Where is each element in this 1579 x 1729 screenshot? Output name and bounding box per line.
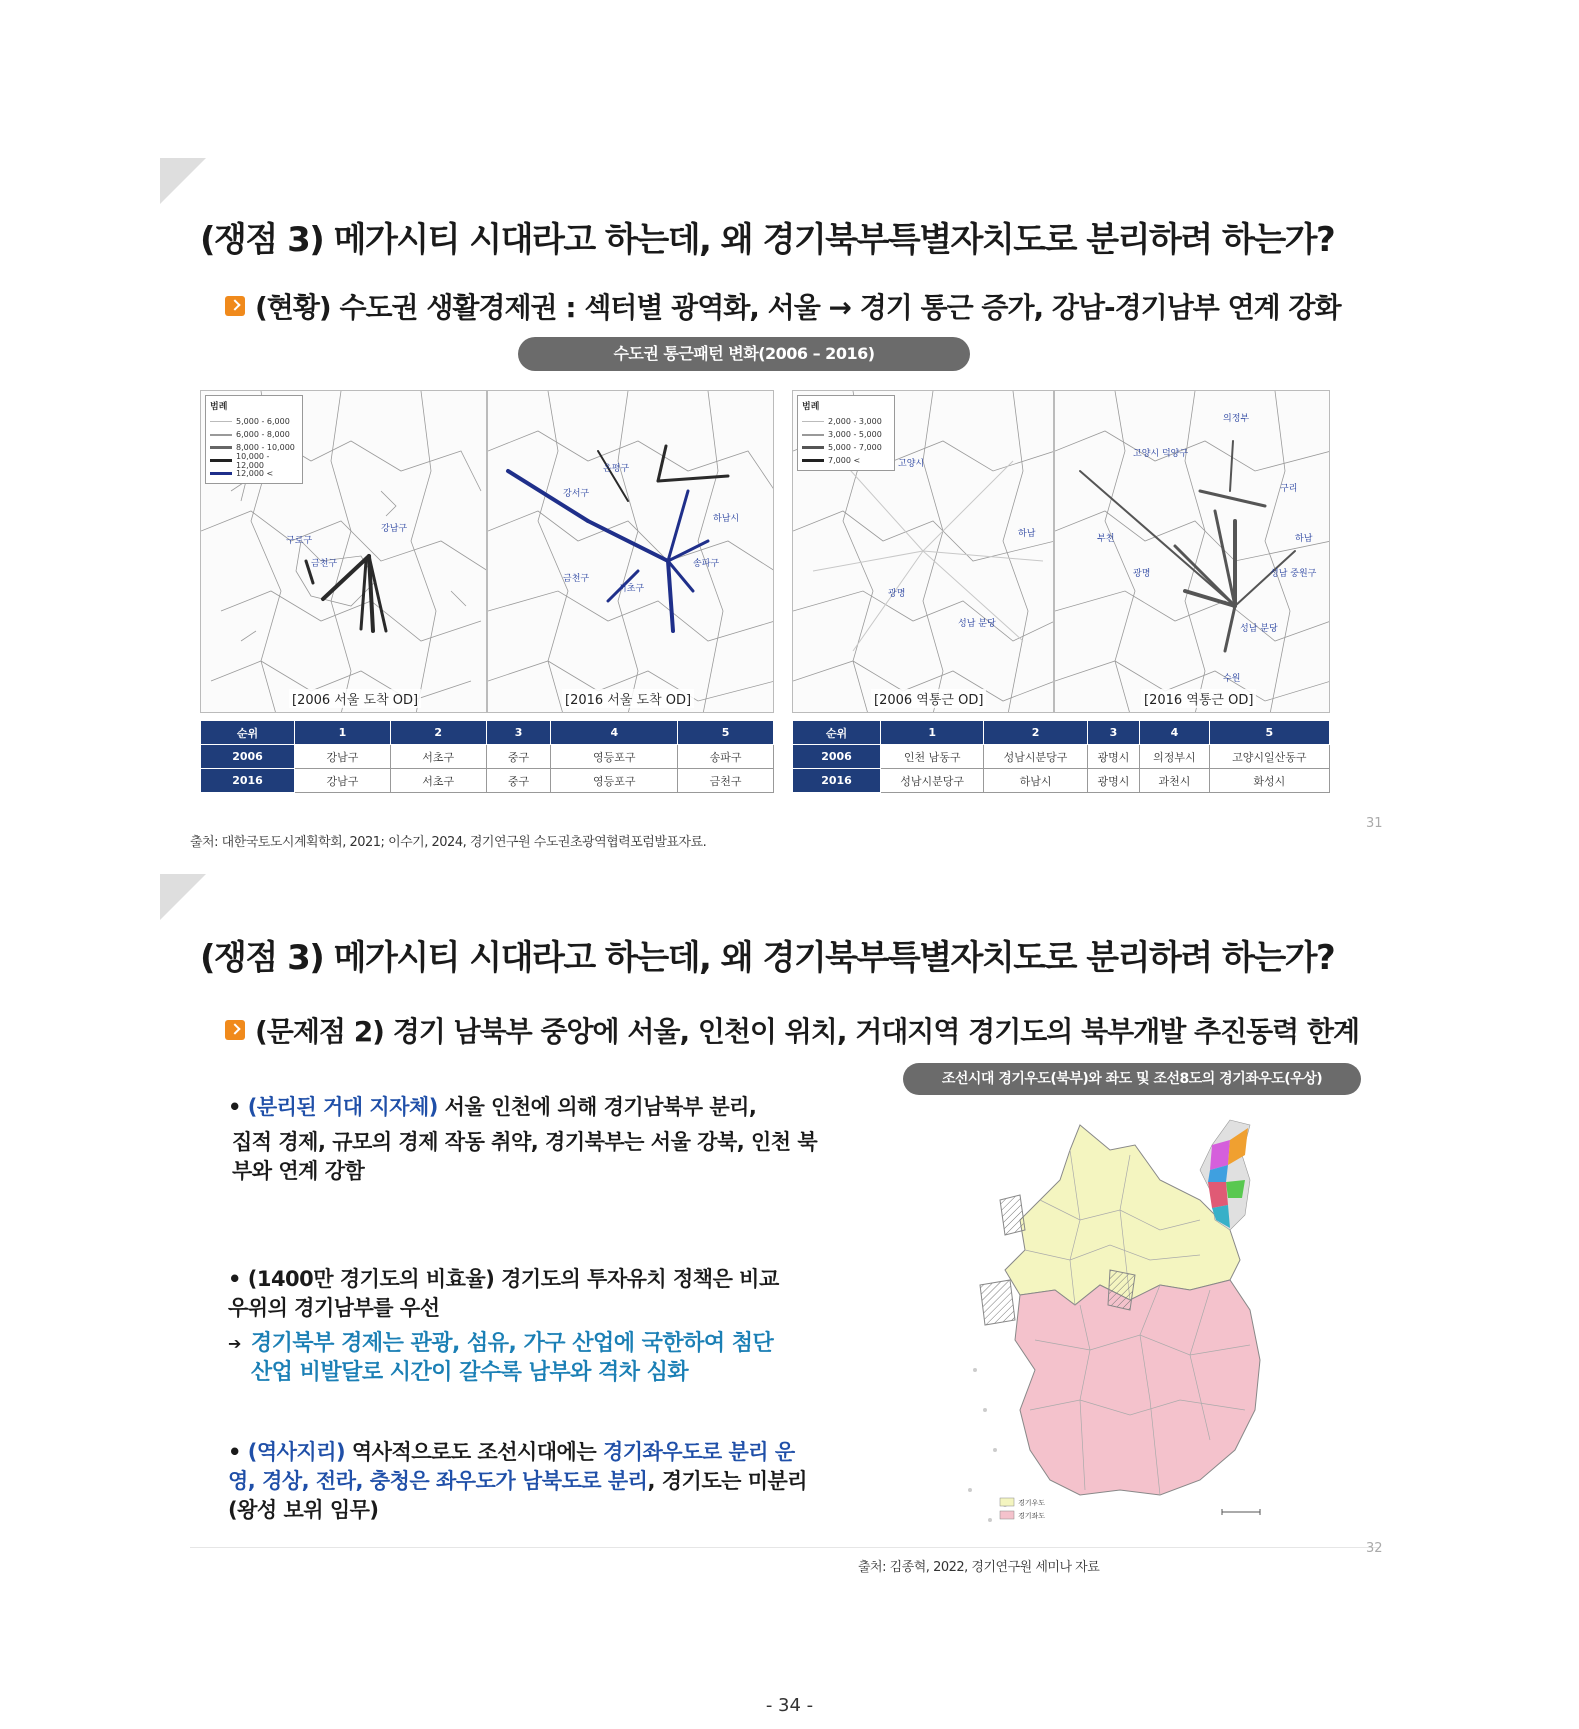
district-map [1055, 391, 1330, 713]
svg-text:강남구: 강남구 [381, 524, 408, 534]
arrow-right-icon: ➔ [228, 1334, 241, 1353]
scale-bar [1222, 1509, 1260, 1515]
map-caption: [2016 역통근 OD] [1141, 689, 1256, 708]
svg-text:강서구: 강서구 [563, 489, 590, 499]
figure-caption-pill: 수도권 통근패턴 변화(2006 – 2016) [518, 337, 970, 371]
rank-table-reverse [792, 720, 1330, 793]
subheading [225, 286, 1341, 326]
map-2016-reverse-commute [1054, 390, 1330, 713]
map-caption: [2006 서울 도착 OD] [289, 689, 421, 708]
district-map [488, 391, 774, 713]
chevron-right-icon [225, 296, 245, 316]
map-2006-reverse-commute [792, 390, 1054, 713]
paragraph-historical-geography: • (역사지리) 역사적으로도 조선시대에는 경기좌우도로 분리 운영, 경상, 전라, 충청은 좌우도가 남북도로 분리, 경기도는 미분리 (왕성 보위 임무) [228, 1440, 808, 1522]
svg-text:광명: 광명 [1133, 569, 1151, 579]
svg-text:하남: 하남 [1295, 534, 1313, 544]
map-legend [1000, 1498, 1045, 1520]
table-row: 2016 성남시분당구 하남시 광명시 과천시 화성시 [793, 769, 1330, 793]
svg-text:서초구: 서초구 [618, 584, 645, 594]
corner-mark [160, 874, 206, 920]
svg-text:고양시 덕양구: 고양시 덕양구 [1133, 449, 1189, 459]
slide-number: 32 [1366, 1541, 1383, 1556]
figure-caption-pill: 조선시대 경기우도(북부)와 좌도 및 조선8도의 경기좌우도(우상) [903, 1063, 1361, 1095]
svg-text:송파구: 송파구 [693, 559, 720, 569]
svg-text:고양시: 고양시 [898, 459, 925, 469]
map-legend: 범례 2,000 - 3,000 3,000 - 5,000 5,000 - 7,000 7,000 < [797, 395, 895, 471]
svg-text:구리: 구리 [1280, 484, 1298, 494]
svg-text:부천: 부천 [1097, 534, 1115, 544]
map-2006-seoul-arrival [200, 390, 487, 713]
svg-text:경기우도: 경기우도 [1018, 1499, 1046, 1507]
svg-text:의정부: 의정부 [1223, 414, 1250, 424]
subheading-text: (현황) 수도권 생활경제권 : 섹터별 광역화, 서울 → 경기 통근 증가, 강남-경기남부 연계 강화 [255, 291, 1341, 324]
province-map [960, 1110, 1290, 1550]
table-header-row: 순위 1 2 3 4 5 [201, 721, 774, 745]
subheading-text: (문제점 2) 경기 남북부 중앙에 서울, 인천이 위치, 거대지역 경기도의 북부개발 추진동력 한계 [255, 1015, 1360, 1048]
svg-text:하남: 하남 [1018, 529, 1036, 539]
slide-title: (쟁점 3) 메가시티 시대라고 하는데, 왜 경기북부특별자치도로 분리하려 하는가? [200, 220, 1335, 260]
slide-number: 31 [1366, 816, 1383, 831]
map-caption: [2006 역통근 OD] [871, 689, 986, 708]
source-note: 출처: 대한국토도시계획학회, 2021; 이수기, 2024, 경기연구원 수도권초광역협력포럼발표자료. [190, 835, 707, 850]
svg-text:경기좌도: 경기좌도 [1018, 1512, 1046, 1520]
svg-text:구로구: 구로구 [286, 536, 313, 546]
chevron-right-icon [225, 1020, 245, 1040]
paragraph-divided-municipality: • (분리된 거대 지자체) 서울 인천에 의해 경기남북부 분리, 집적 경제, 규모의 경제 작동 취약, 경기북부는 서울 강북, 인천 북부와 연계 강함 [228, 1095, 818, 1183]
page-number: - 34 - [765, 1695, 814, 1716]
table-row: 2006 강남구 서초구 중구 영등포구 송파구 [201, 745, 774, 769]
svg-text:성남 중원구: 성남 중원구 [1270, 569, 1317, 579]
joseon-gyeonggi-map [960, 1110, 1290, 1550]
svg-text:광명: 광명 [888, 589, 906, 599]
map-caption: [2016 서울 도착 OD] [562, 689, 694, 708]
svg-text:수원: 수원 [1223, 674, 1241, 684]
svg-text:하남시: 하남시 [713, 514, 740, 524]
subheading [225, 1010, 1359, 1050]
paragraph-inefficiency: • (1400만 경기도의 비효율) 경기도의 투자유치 정책은 비교 우위의 경기남부를 우선 ➔ 경기북부 경제는 관광, 섬유, 가구 산업에 국한하여 첨단산업 비발달로 시간이 갈수록 남부와 격차 심화 [228, 1267, 779, 1385]
rank-table-seoul [200, 720, 774, 793]
svg-text:금천구: 금천구 [563, 574, 590, 584]
divider [190, 1547, 1380, 1548]
slide-title: (쟁점 3) 메가시티 시대라고 하는데, 왜 경기북부특별자치도로 분리하려 하는가? [200, 938, 1335, 978]
table-row: 2006 인천 남동구 성남시분당구 광명시 의정부시 고양시일산동구 [793, 745, 1330, 769]
corner-mark [160, 158, 206, 204]
svg-text:성남 분당: 성남 분당 [958, 619, 996, 629]
svg-text:성남 분당: 성남 분당 [1240, 624, 1278, 634]
svg-text:은평구: 은평구 [603, 464, 630, 474]
svg-text:금천구: 금천구 [311, 559, 338, 569]
source-note: 출처: 김종혁, 2022, 경기연구원 세미나 자료 [858, 1560, 1100, 1575]
map-legend: 범례 5,000 - 6,000 6,000 - 8,000 8,000 - 10,000 10,000 - 12,000 12,000 < [205, 395, 303, 484]
table-header-row: 순위 1 2 3 4 5 [793, 721, 1330, 745]
table-row: 2016 강남구 서초구 중구 영등포구 금천구 [201, 769, 774, 793]
map-2016-seoul-arrival [487, 390, 774, 713]
